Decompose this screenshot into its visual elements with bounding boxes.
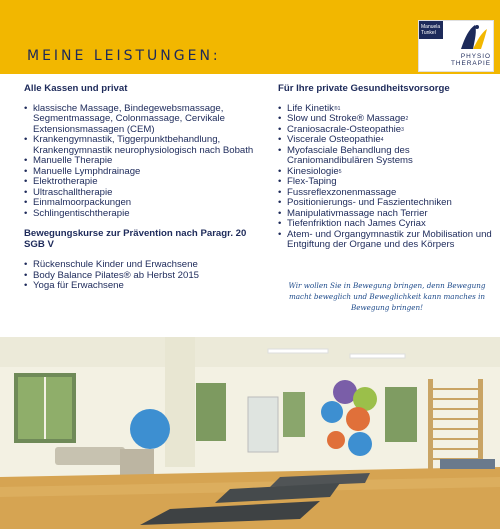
- right-heading: Für Ihre private Gesundheitsvorsorge: [278, 83, 450, 94]
- list-item: • Schlingentischtherapie: [24, 209, 264, 220]
- list-item: • Manipulativmassage nach Terrier: [278, 209, 492, 220]
- page-title: MEINE LEISTUNGEN:: [27, 48, 221, 64]
- list-item: • Viscerale Osteopathie$^4$: [278, 135, 492, 146]
- prevention-heading: Bewegungskurse zur Prävention nach Paragr. 20 SGB V: [24, 228, 247, 250]
- list-item: • Slow und Stroke® Massage$^2$: [278, 114, 492, 125]
- list-item: • Life Kinetik$^{®1}$: [278, 104, 492, 115]
- list-item: • Krankengymnastik, Tiggerpunktbehandlung, Krankengymnastik neurophysiologisch nach Bobath: [24, 135, 264, 156]
- left-heading: Alle Kassen und privat: [24, 83, 128, 94]
- right-list: [278, 104, 492, 251]
- prevention-section: [24, 229, 264, 292]
- list-item: • Manuelle Lymphdrainage: [24, 167, 264, 178]
- left-column: [24, 84, 264, 292]
- list-item: • Yoga für Erwachsene: [24, 281, 264, 292]
- list-item: • Body Balance Pilates® ab Herbst 2015: [24, 271, 264, 282]
- list-item: • Ultraschalltherapie: [24, 188, 264, 199]
- room-illustration: [0, 337, 500, 529]
- list-item: • Rückenschule Kinder und Erwachsene: [24, 260, 264, 271]
- list-item: • Fussreflexzonenmassage: [278, 188, 492, 199]
- list-item: • Tiefenfriktion nach James Cyriax: [278, 219, 492, 230]
- logo-brand: [445, 53, 491, 67]
- left-list: [24, 104, 264, 220]
- logo: [418, 20, 494, 72]
- header-banner: [0, 0, 500, 74]
- list-item: • Atem- und Organgymnastik zur Mobilisation und Entgiftung der Organe und des Körpers: [278, 230, 492, 251]
- therapy-room-photo: [0, 337, 500, 529]
- logo-name: Manuela Tunkel: [419, 21, 443, 39]
- list-item: • Craniosacrale-Osteopathie$^3$: [278, 125, 492, 136]
- list-item: • Myofasciale Behandlung des Craniomandibulären Systems: [278, 146, 492, 167]
- list-item: • Flex-Taping: [278, 177, 492, 188]
- logo-brand-physio: PHYSIO: [460, 53, 491, 60]
- list-item: • Einmalmoorpackungen: [24, 198, 264, 209]
- list-item: • Positionierungs- und Faszientechniken: [278, 198, 492, 209]
- motto-quote: Wir wollen Sie in Bewegung bringen, denn Bewegung macht beweglich und Beweglichkeit kann manches in Bewegung bringen!: [288, 281, 486, 312]
- list-item: • Kinesiologie$^5$: [278, 167, 492, 178]
- list-item: • Manuelle Therapie: [24, 156, 264, 167]
- list-item: • Elektrotherapie: [24, 177, 264, 188]
- list-item: • klassische Massage, Bindegewebsmassage, Segmentmassage, Colonmassage, Cervikale Extensionsmassagen (CEM): [24, 104, 264, 136]
- logo-brand-therapie: THERAPIE: [451, 60, 491, 67]
- right-column: [278, 84, 492, 251]
- logo-figure-icon: [451, 23, 491, 51]
- prevention-list: [24, 260, 264, 292]
